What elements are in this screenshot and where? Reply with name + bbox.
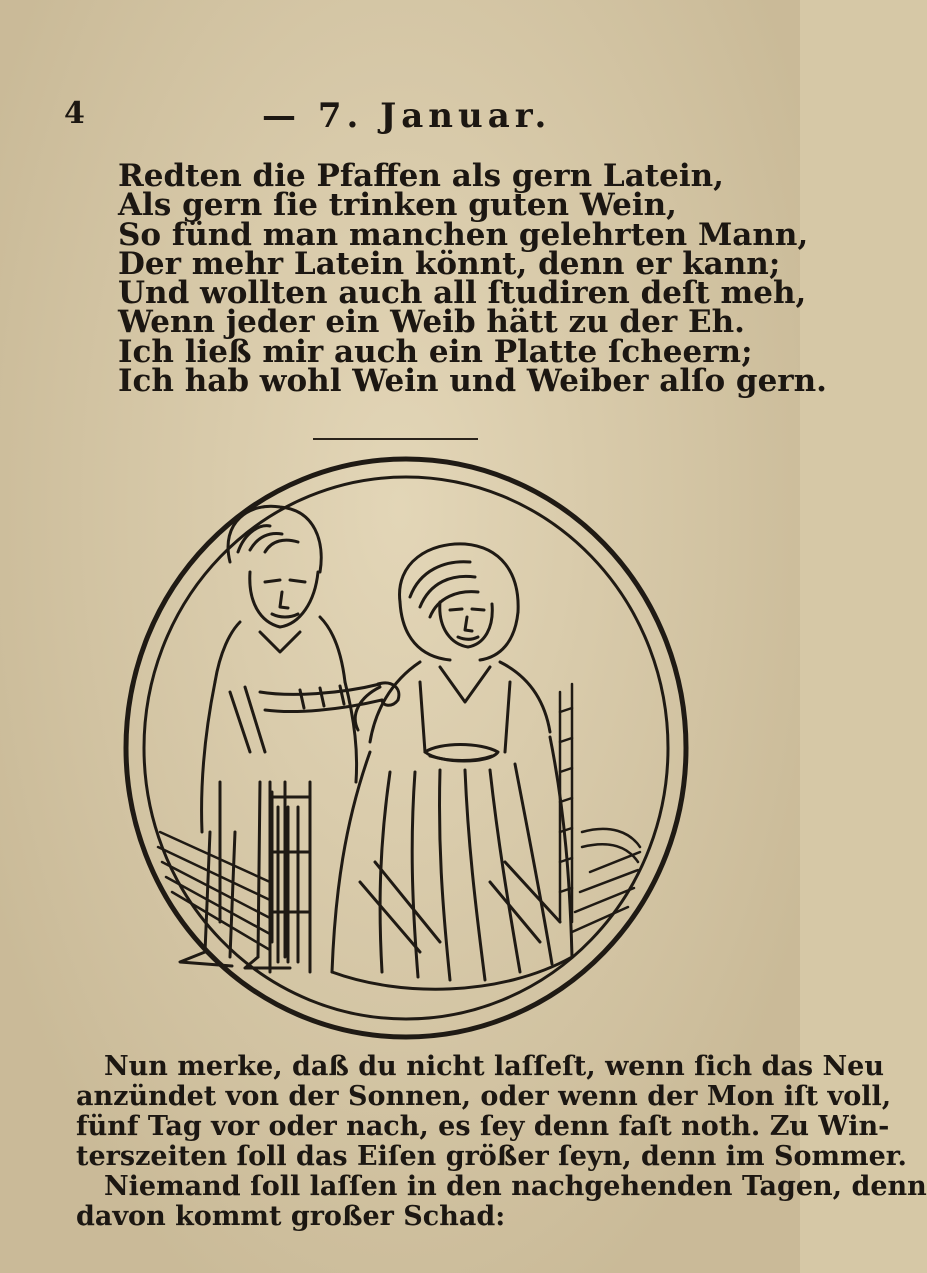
prose-line: Niemand ſoll laſſen in den nachgehenden Tagen, denn: [104, 1171, 927, 1202]
poem-line: Ich ließ mir auch ein Platte ſcheern;: [118, 333, 753, 370]
prose-line: Nun merke, daß du nicht laſſeſt, wenn ſich das Neu: [104, 1051, 884, 1082]
prose-line: fünf Tag vor oder nach, es ſey denn faſt noth. Zu Win-: [76, 1111, 890, 1142]
prose-line: anzündet von der Sonnen, oder wenn der Mon iſt voll,: [76, 1081, 892, 1112]
page-number: 4: [64, 96, 86, 131]
woodcut-illustration: [120, 452, 692, 1044]
poem-line: So fünd man manchen gelehrten Mann,: [118, 216, 809, 253]
poem-line: Redten die Pfaffen als gern Latein,: [118, 158, 724, 194]
poem-stanza: [118, 158, 827, 400]
medallion-outer-ring: [126, 459, 686, 1037]
seated-woman-figure: [332, 544, 572, 989]
prose-line: terszeiten ſoll das Eiſen größer ſeyn, denn im Sommer.: [76, 1141, 907, 1172]
prose-paragraph: [76, 1051, 927, 1232]
section-divider: [313, 438, 478, 440]
poem-line: Und wollten auch all ſtudiren deſt meh,: [118, 275, 807, 312]
poem-line: Der mehr Latein könnt, denn er kann;: [118, 245, 781, 282]
prose-line: davon kommt großer Schad:: [76, 1201, 506, 1232]
page-header: [0, 96, 800, 140]
poem-line: Als gern ſie trinken guten Wein,: [118, 187, 677, 224]
poem-line: Ich hab wohl Wein und Weiber alſo gern.: [118, 363, 827, 400]
bench-hatching: [560, 684, 640, 922]
chair: [270, 782, 310, 972]
running-head: — 7. Januar.: [262, 96, 552, 136]
poem-line: Wenn jeder ein Weib hätt zu der Eh.: [118, 304, 745, 341]
